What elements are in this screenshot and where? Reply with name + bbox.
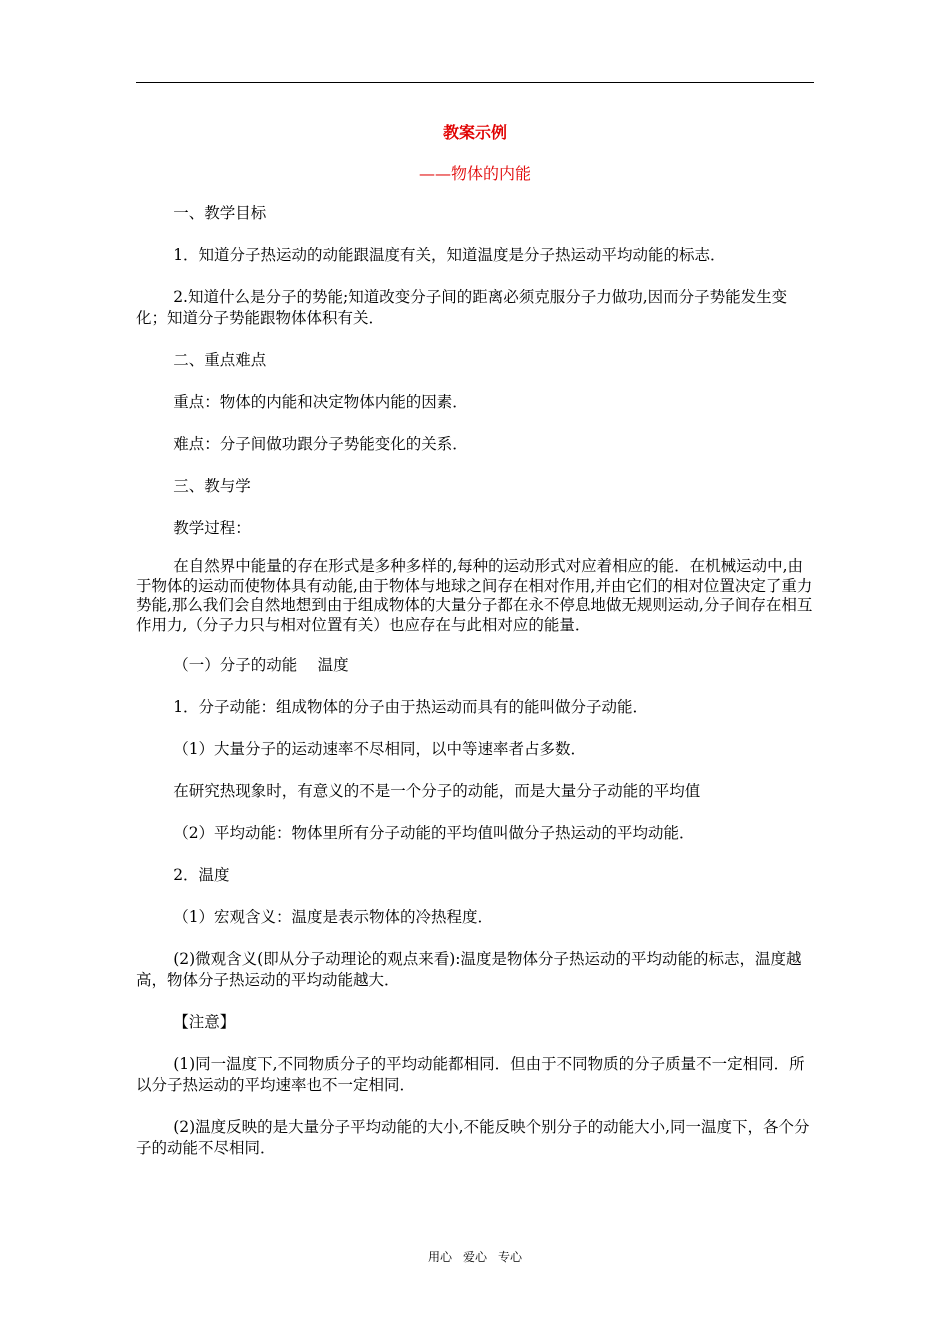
header-rule: [136, 82, 814, 83]
heading-teaching-goals: 一、教学目标: [173, 204, 267, 222]
heading-teaching: 三、教与学: [173, 477, 251, 495]
notice-item-1: (1)同一温度下,不同物质分子的平均动能都相同．但由于不同物质的分子质量不一定相同．所以分子热运动的平均速率也不一定相同．: [136, 1055, 805, 1094]
item-temperature: 2．温度: [173, 866, 230, 884]
page-footer: 用心 爱心 专心: [427, 1250, 523, 1264]
item-micro-meaning: (2)微观含义(即从分子动理论的观点来看):温度是物体分子热运动的平均动能的标志，温度越高，物体分子热运动的平均动能越大．: [136, 950, 802, 989]
intro-paragraph: 在自然界中能量的存在形式是多种多样的,每种的运动形式对应着相应的能．在机械运动中,由于物体的运动而使物体具有动能,由于物体与地球之间存在相对作用,并由它们的相对位置决定了重力势能,那么我们会自然地想到由于组成物体的大量分子都在永不停息地做无规则运动,分子间存在相互作用力,（分子力只与相对位置有关）也应存在与此相对应的能量．: [136, 557, 813, 634]
document-subtitle: ——物体的内能: [418, 164, 531, 183]
item-speed-distribution: （1）大量分子的运动速率不尽相同，以中等速率者占多数．: [173, 740, 587, 758]
notice-heading: 【注意】: [173, 1013, 236, 1031]
difficult-point: 难点：分子间做功跟分子势能变化的关系．: [173, 435, 468, 453]
notice-item-2: (2)温度反映的是大量分子平均动能的大小,不能反映个别分子的动能大小,同一温度下，各个分子的动能不尽相同．: [136, 1118, 810, 1157]
section-molecular-kinetic-energy: （一）分子的动能 温度: [173, 656, 349, 674]
document-body: [136, 203, 816, 1159]
teaching-process-label: 教学过程：: [173, 519, 251, 537]
note-average-value: 在研究热现象时，有意义的不是一个分子的动能，而是大量分子动能的平均值: [173, 782, 701, 800]
item-molecular-kinetic-energy: 1．分子动能：组成物体的分子由于热运动而具有的能叫做分子动能．: [173, 698, 649, 716]
goal-item-1: 1．知道分子热运动的动能跟温度有关，知道温度是分子热运动平均动能的标志．: [173, 246, 726, 264]
item-average-kinetic-energy: （2）平均动能：物体里所有分子动能的平均值叫做分子热运动的平均动能．: [173, 824, 695, 842]
document-title: 教案示例: [442, 123, 507, 142]
heading-key-points: 二、重点难点: [173, 351, 267, 369]
item-macro-meaning: （1）宏观含义：温度是表示物体的冷热程度．: [173, 908, 494, 926]
key-point: 重点：物体的内能和决定物体内能的因素．: [173, 393, 468, 411]
goal-item-2: 2.知道什么是分子的势能;知道改变分子间的距离必须克服分子力做功,因而分子势能发生变化；知道分子势能跟物体体积有关．: [136, 288, 788, 327]
